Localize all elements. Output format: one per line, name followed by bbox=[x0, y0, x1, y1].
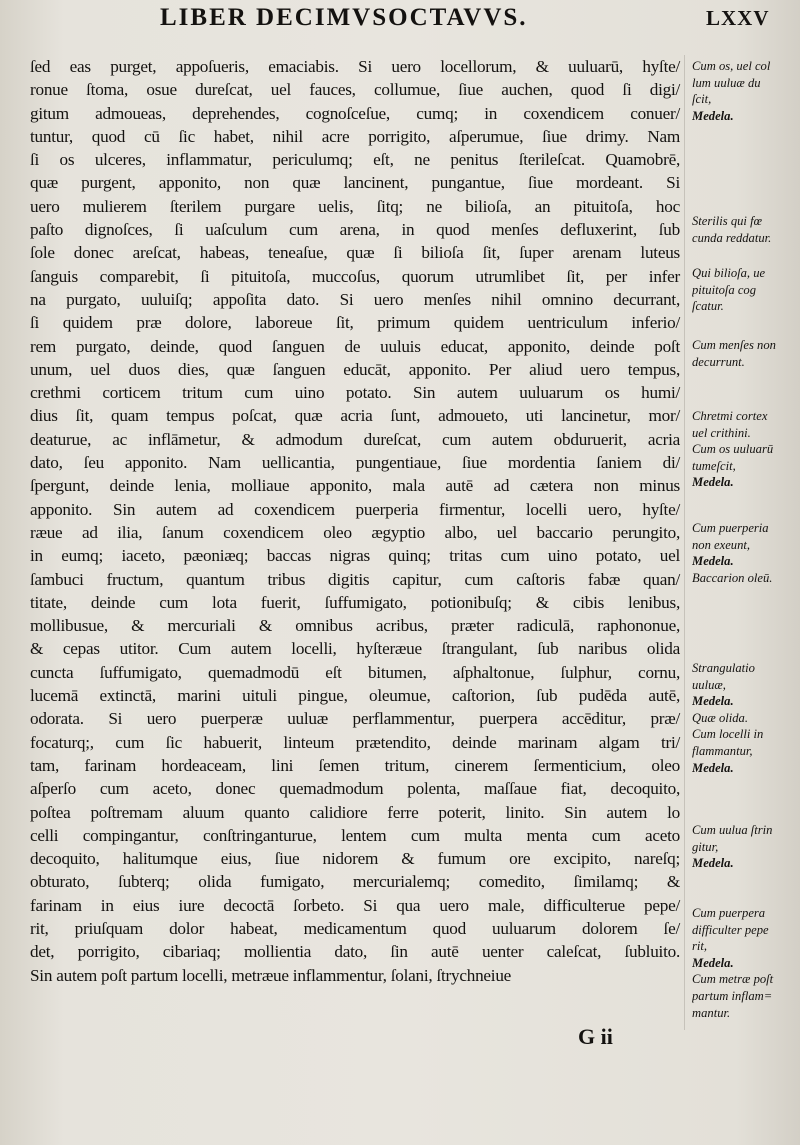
margin-note bbox=[692, 58, 800, 124]
text-line: Sin autem poſt partum locelli, metræue inflammentur, ſolani, ſtrychneiue bbox=[30, 965, 512, 985]
margin-note-line: Qui bilioſa, ue bbox=[692, 266, 766, 280]
margin-note-line: Cum os, uel col bbox=[692, 59, 771, 73]
text-line: titate, deinde cum lota fuerit, ſuffumigato, potionibuſq; & cibis lenibus, bbox=[30, 592, 680, 612]
margin-note-line: Medela. bbox=[692, 955, 734, 970]
margin-note bbox=[692, 660, 800, 776]
margin-note bbox=[692, 408, 800, 491]
margin-note-line: gitur, bbox=[692, 839, 719, 854]
margin-note-line: Medela. bbox=[692, 475, 734, 490]
margin-note bbox=[692, 520, 800, 586]
text-line: lucemā extinctā, marini uituli pingue, oleumue, caſtorion, ſub pudēda autē, bbox=[30, 686, 680, 706]
margin-note-line: ſcatur. bbox=[692, 299, 724, 314]
margin-note bbox=[692, 337, 800, 370]
margin-note-line: Medela. bbox=[692, 856, 734, 871]
margin-note-line: Sterilis qui fœ bbox=[692, 214, 762, 228]
main-text-block bbox=[30, 55, 680, 987]
margin-note bbox=[692, 265, 800, 315]
text-line: odorata. Si uero puerperæ uuluæ perflammentur, puerpera accēditur, præ/ bbox=[30, 709, 680, 729]
gutter-divider bbox=[684, 55, 685, 1030]
margin-note-line: Medela. bbox=[692, 554, 734, 569]
margin-note-line: Cum puerpera bbox=[692, 906, 766, 920]
margin-note-line: mantur. bbox=[692, 1005, 731, 1020]
text-line: tuntur, quod cū ſic habet, nihil acre porrigito, aſperumue, ſiue drimy. Nam bbox=[30, 126, 680, 146]
margin-note-line: partum inflam= bbox=[692, 988, 773, 1003]
margin-note-line: Baccarion oleū. bbox=[692, 570, 773, 585]
text-line: gitum admoueas, deprehendes, cognoſceſue, cumq; in coxendicem conuer/ bbox=[30, 103, 680, 123]
signature-mark: G ii bbox=[578, 1024, 613, 1049]
folio-number: LXXV bbox=[706, 6, 770, 30]
text-line: focaturq;, cum ſic habuerit, linteum prætendito, deinde marinam algam tri/ bbox=[30, 732, 680, 752]
text-line: rit, priuſquam dolor habeat, medicamentum quod uuluarum dolorem ſe/ bbox=[30, 918, 680, 938]
margin-note-line: non exeunt, bbox=[692, 537, 751, 552]
text-line: mollibusue, & mercuriali & omnibus acribus, præter radiculā, raphononue, bbox=[30, 616, 680, 636]
text-line: dius ſit, quam tempus poſcat, quæ acria ſunt, admoueto, uti lancinetur, mor/ bbox=[30, 406, 680, 426]
margin-note-line: Cum locelli in bbox=[692, 727, 764, 742]
text-line: in eumq; iaceto, pæoniæq; baccas nigras quinq; tritas cum uino potato, uel bbox=[30, 546, 680, 566]
text-line: unum, uel duos dies, quæ ſanguen educāt, apponito. Per aliud uero tempus, bbox=[30, 359, 680, 379]
margin-note-line: lum uuluæ du bbox=[692, 75, 761, 90]
text-line: cuncta ſuffumigato, quemadmodū eſt bitumen, aſphaltonue, ſulphur, cornu, bbox=[30, 662, 680, 682]
text-line: uero mulierem ſterilem purgare uelis, ſitq; ne bilioſa, an pituitoſa, hoc bbox=[30, 196, 680, 216]
text-line: ſi quidem præ dolore, laboreue ſit, primum quidem uentriculum inferio/ bbox=[30, 313, 680, 333]
text-line: det, porrigito, cibariaq; mollientia dato, ſin autē uenter caleſcat, ſubluito. bbox=[30, 942, 680, 962]
margin-note-line: Medela. bbox=[692, 108, 734, 123]
margin-note-line: uel crithini. bbox=[692, 425, 751, 440]
margin-note-line: Chretmi cortex bbox=[692, 409, 768, 423]
text-line: rem purgato, deinde, quod ſanguen de uuluis educat, apponito, deinde poſt bbox=[30, 336, 680, 356]
margin-note bbox=[692, 213, 800, 246]
text-line: obturato, ſubterq; olida fumigato, mercurialemq; comedito, ſimilamq; & bbox=[30, 872, 680, 892]
text-line: ſpergunt, deinde lenia, molliaue apponito, mala autē ad cætera non minus bbox=[30, 476, 680, 496]
text-line: celli compingantur, conſtringanturue, lentem cum multa menta cum aceto bbox=[30, 825, 680, 845]
margin-note-line: difficulter pepe bbox=[692, 922, 769, 937]
margin-note-line: decurrunt. bbox=[692, 354, 745, 369]
margin-note bbox=[692, 822, 800, 872]
text-line: ſole donec areſcat, habeas, teneaſue, quæ ſi bilioſa ſit, ſuper arenam luteus bbox=[30, 243, 680, 263]
text-line: ſanguis comparebit, ſi pituitoſa, muccoſus, quorum utrumlibet ſit, per infer bbox=[30, 266, 680, 286]
text-line: poſtea poſtremam aluum quanto calidiore ferre poterit, linito. Sin autem lo bbox=[30, 802, 680, 822]
text-line: dato, ſeu apponito. Nam uellicantia, pungentiaue, ſiue mordentia ſaniem di/ bbox=[30, 453, 680, 473]
text-line: apponito. Sin autem ad coxendicem puerperia firmentur, locelli uero, hyſte/ bbox=[30, 499, 680, 519]
margin-note-line: Quæ olida. bbox=[692, 710, 748, 725]
text-line: paſto dignoſces, ſi uaſculum cum arena, in quod menſes defluxerint, ſub bbox=[30, 220, 680, 240]
text-line: ſambuci fructum, quantum tribus digitis capitur, cum caſtoris fabæ quan/ bbox=[30, 569, 680, 589]
margin-note-line: cunda reddatur. bbox=[692, 230, 772, 245]
text-line: aſperſo cum aceto, donec quemadmodum polenta, maſſaue fiat, decoquito, bbox=[30, 779, 680, 799]
text-line: ronue ſtoma, osue dureſcat, uel fauces, collumue, ſiue auchen, quod ſi digi/ bbox=[30, 80, 680, 100]
margin-note-line: Cum menſes non bbox=[692, 338, 776, 352]
margin-note-line: tumeſcit, bbox=[692, 458, 736, 473]
margin-note-line: rit, bbox=[692, 939, 708, 954]
margin-note-line: Cum uulua ſtrin bbox=[692, 823, 773, 837]
margin-note-line: pituitoſa cog bbox=[692, 282, 757, 297]
margin-note-line: Cum os uuluarū bbox=[692, 442, 774, 457]
text-line: ræue ad ilia, ſanum coxendicem oleo ægyptio albo, uel baccario perungito, bbox=[30, 522, 680, 542]
margin-note-line: uuluæ, bbox=[692, 677, 726, 692]
margin-note-line: ſcit, bbox=[692, 92, 712, 107]
margin-note-line: Medela. bbox=[692, 760, 734, 775]
margin-note-line: Cum puerperia bbox=[692, 521, 769, 535]
text-line: crethmi corticem tritum cum uino potato. Sin autem uuluarum os humi/ bbox=[30, 383, 680, 403]
text-line: ſi os ulceres, inflammatur, periculumq; eſt, ne penitus ſterileſcat. Quamobrē, bbox=[30, 150, 680, 170]
text-line: & cepas utitor. Cum autem locelli, hyſteræue ſtrangulant, ſub naribus olida bbox=[30, 639, 680, 659]
margin-note-line: Cum metræ poſt bbox=[692, 972, 774, 987]
text-line: na purgato, uuluiſq; appoſita dato. Si uero menſes nihil omnino decurrant, bbox=[30, 289, 680, 309]
text-line: farinam in eius iure decoctā ſorbeto. Si qua uero male, difficulterue pepe/ bbox=[30, 895, 680, 915]
text-line: decoquito, halitumque eius, ſiue nidorem & fumum ore excipito, nareſq; bbox=[30, 849, 680, 869]
text-line: quæ purgent, apponito, non quæ lancinent, pungantue, ſiue mordeant. Si bbox=[30, 173, 680, 193]
text-line: deaturue, ac inflāmetur, & admodum dureſcat, cum autem obduruerit, acria bbox=[30, 429, 680, 449]
margin-note bbox=[692, 905, 800, 1021]
margin-note-line: Strangulatio bbox=[692, 661, 755, 675]
margin-note-line: Medela. bbox=[692, 694, 734, 709]
running-title: LIBER DECIMVSOCTAVVS. bbox=[160, 4, 528, 31]
text-line: tam, farinam hordeaceam, lini ſemen tritum, cinerem ſermenticium, oleo bbox=[30, 755, 680, 775]
text-line: ſed eas purget, appoſueris, emaciabis. Si uero locellorum, & uuluarū, hyſte/ bbox=[30, 57, 680, 76]
margin-note-line: flammantur, bbox=[692, 743, 753, 758]
